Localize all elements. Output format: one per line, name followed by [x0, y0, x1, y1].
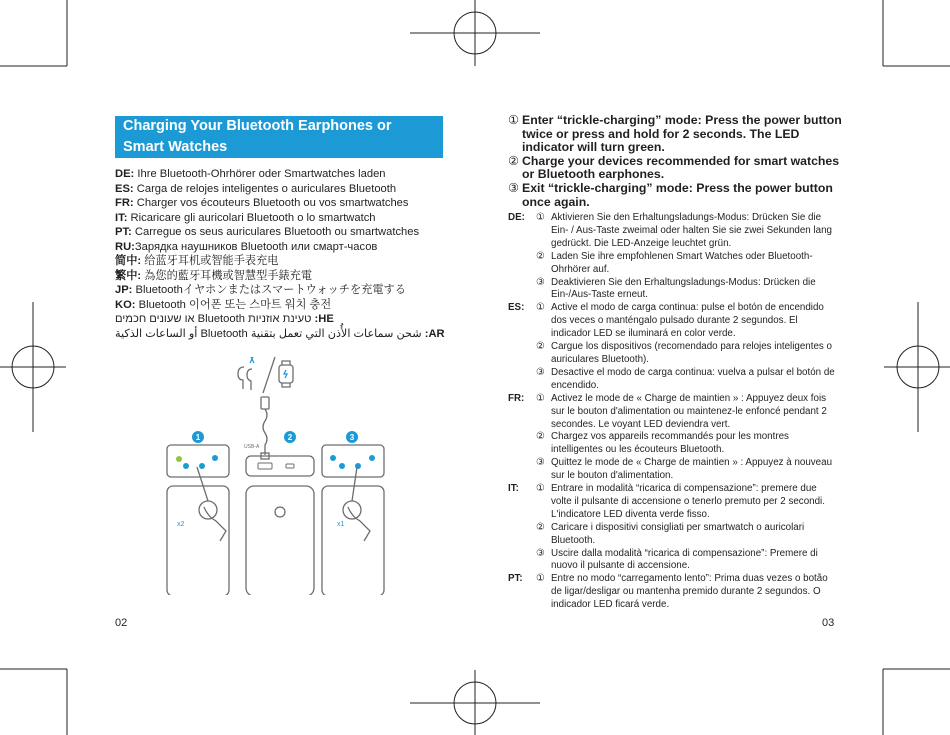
page-number-right: 03 [822, 617, 835, 629]
lang-item: Caricare i dispositivi consigliati per smartwatch o auricolari Bluetooth. [551, 521, 805, 546]
lang-block-it: IT: ① Entrare in modalità “ricarica di compensazione”: premere due volte il pulsante di accensione o tenerlo premuto per 2 secondi. L'indicatore LED diventa verde fisso. ② Caricare i dispositivi consigliati per smartwatch o auricolari Bluetooth. ③ Uscire dalla modalità “ricarica di compensazione”: Premere di nuovo il pulsante di accensione. [508, 483, 838, 573]
press-count-once: x1 [337, 521, 345, 528]
lang-item: Cargue los dispositivos (recomendado para relojes inteligentes o auriculares Bluetooth). [551, 341, 833, 365]
lang-item: Desactive el modo de carga continua: vuelva a pulsar el botón de encendido. [551, 366, 835, 391]
usb-cable-icon [261, 397, 269, 459]
page-number-left: 02 [115, 617, 128, 629]
svg-text:1: 1 [195, 433, 201, 442]
lang-item: Entrare in modalità “ricarica di compensazione”: premere due volte il pulsante di accensione o tenerlo premuto per 2 secondi. L'indicatore LED diventa verde fisso. [551, 483, 825, 520]
pressing-hand-icon [204, 507, 226, 541]
translated-steps [508, 212, 838, 612]
earbuds-icon [238, 357, 254, 390]
charging-illustration [160, 355, 400, 595]
lang-block-es: ES: ① Active el modo de carga continua: pulse el botón de encendido dos veces o manténgalo pulsado durante 2 segundos. El indicador LED se iluminará en color verde. ② Cargue los dispositivos (recomendado para relojes inteligentes o auriculares Bluetooth). ③ Desactive el modo de carga continua: vuelva a pulsar el botón de encendido. [508, 302, 838, 392]
lang-item: Chargez vos appareils recommandés pour les montres intelligentes ou les écouteurs Bluetooth. [551, 431, 789, 456]
svg-text:3: 3 [349, 433, 355, 442]
translation-ru: RU:Зарядка наушников Bluetooth или смарт-часов [115, 240, 378, 253]
lang-block-fr: FR: ① Activez le mode de « Charge de maintien » : Appuyez deux fois sur le bouton d'alimentation ou maintenez-le enfoncé pendant 2 secondes. Le voyant LED deviendra vert. ② Chargez vos appareils recommandés pour les montres intelligentes ou les écouteurs Bluetooth. ③ Quittez le mode de « Charge de maintien » : Appuyez à nouveau sur le bouton d'alimentation. [508, 393, 838, 483]
power-bank-body-3 [322, 486, 384, 595]
lang-item: Laden Sie ihre empfohlenen Smart Watches oder Bluetooth-Ohrhörer auf. [551, 250, 813, 275]
power-bank-body-2 [246, 486, 314, 595]
led-panel-step3 [322, 445, 384, 477]
step-badge-2 [284, 431, 296, 443]
lang-block-de: DE: ① Aktivieren Sie den Erhaltungsladungs-Modus: Drücken Sie die Ein- / Aus-Taste zweimal oder halten Sie sie zwei Sekunden lang gedrückt. Die LED-Anzeige leuchtet grün. ② Laden Sie ihre empfohlenen Smart Watches oder Bluetooth-Ohrhörer auf. ③ Deaktivieren Sie den Erhaltungsladungs-Modus: Drücken die Ein-/Aus-Taste erneut. [508, 212, 838, 302]
power-button-icon [275, 507, 285, 517]
lang-item: Aktivieren Sie den Erhaltungsladungs-Modus: Drücken Sie die Ein- / Aus-Taste zweimal oder halten Sie sie zwei Sekunden lang gedrückt. Die LED-Anzeige leuchtet grün. [551, 212, 832, 249]
step-badge-3 [346, 431, 358, 443]
lang-item: Quittez le mode de « Charge de maintien » : Appuyez à nouveau sur le bouton d'alimentation. [551, 457, 833, 482]
step-1: ① Enter “trickle-charging” mode: Press the power button twice or press and hold for 2 seconds. The LED indicator will turn green. [508, 113, 842, 155]
section-title-banner: Charging Your Bluetooth Earphones or Smart Watches [115, 116, 443, 158]
smartwatch-icon [279, 361, 293, 387]
svg-text:2: 2 [287, 433, 293, 442]
translation-fr: FR: Charger vos écouteurs Bluetooth ou vos smartwatches [115, 197, 409, 209]
translation-jp: JP: Bluetoothイヤホンまたはスマートウォッチを充電する [115, 284, 406, 296]
step-2: ② Charge your devices recommended for smart watches or Bluetooth earphones. [508, 153, 840, 182]
press-count-twice: x2 [177, 521, 185, 528]
lang-item: Uscire dalla modalità “ricarica di compensazione”: Premere di nuovo il pulsante di accensione. [551, 547, 818, 572]
translation-he: HE: טעינת אוזניות Bluetooth או שעונים חכמים [115, 313, 334, 325]
translation-es: ES: Carga de relojes inteligentes o auriculares Bluetooth [115, 182, 397, 195]
lang-item: Deaktivieren Sie den Erhaltungsladungs-Modus: Drücken die Ein-/Aus-Taste erneut. [551, 276, 816, 301]
translation-ko: KO: Bluetooth 이어폰 또는 스마트 워치 충전 [115, 298, 332, 311]
port-panel-step2 [246, 456, 314, 476]
step-badge-1 [192, 431, 204, 443]
usb-label: USB-A [244, 444, 260, 450]
lang-item: Active el modo de carga continua: pulse el botón de encendido dos veces o manténgalo pulsado durante 2 segundos. El indicador LED se iluminará en color verde. [551, 302, 824, 340]
pressing-hand-icon [348, 507, 370, 541]
lang-item: Entre no modo “carregamento lento”: Prima duas vezes o botão de ligar/desligar ou mantenha premido durante 2 segundos. O indicador LED ficará verde. [551, 573, 828, 611]
translation-it: IT: Ricaricare gli auricolari Bluetooth o lo smartwatch [115, 211, 376, 224]
translation-de: DE: Ihre Bluetooth-Ohrhörer oder Smartwatches laden [115, 168, 386, 180]
translation-zh-hans: 简中: 给蓝牙耳机或智能手表充电 [115, 255, 279, 267]
lang-item: Activez le mode de « Charge de maintien » : Appuyez deux fois sur le bouton d'alimentation ou maintenez-le enfoncé pendant 2 secondes. Le voyant LED deviendra vert. [551, 392, 827, 430]
translation-ar: AR: شحن سماعات الأُذن التي تعمل بتقنية Bluetooth أو الساعات الذكية [115, 327, 445, 340]
translation-list [115, 167, 445, 341]
lang-block-pt: PT: ① Entre no modo “carregamento lento”: Prima duas vezes o botão de ligar/desligar ou mantenha premido durante 2 segundos. O indicador LED ficará verde. [508, 573, 838, 612]
translation-zh-hant: 繁中: 為您的藍牙耳機或智慧型手錶充電 [115, 269, 313, 282]
english-steps [508, 114, 843, 209]
translation-pt: PT: Carregue os seus auriculares Bluetooth ou smartwatches [115, 226, 420, 238]
step-3: ③ Exit “trickle-charging” mode: Press the power button once again. [508, 180, 833, 209]
